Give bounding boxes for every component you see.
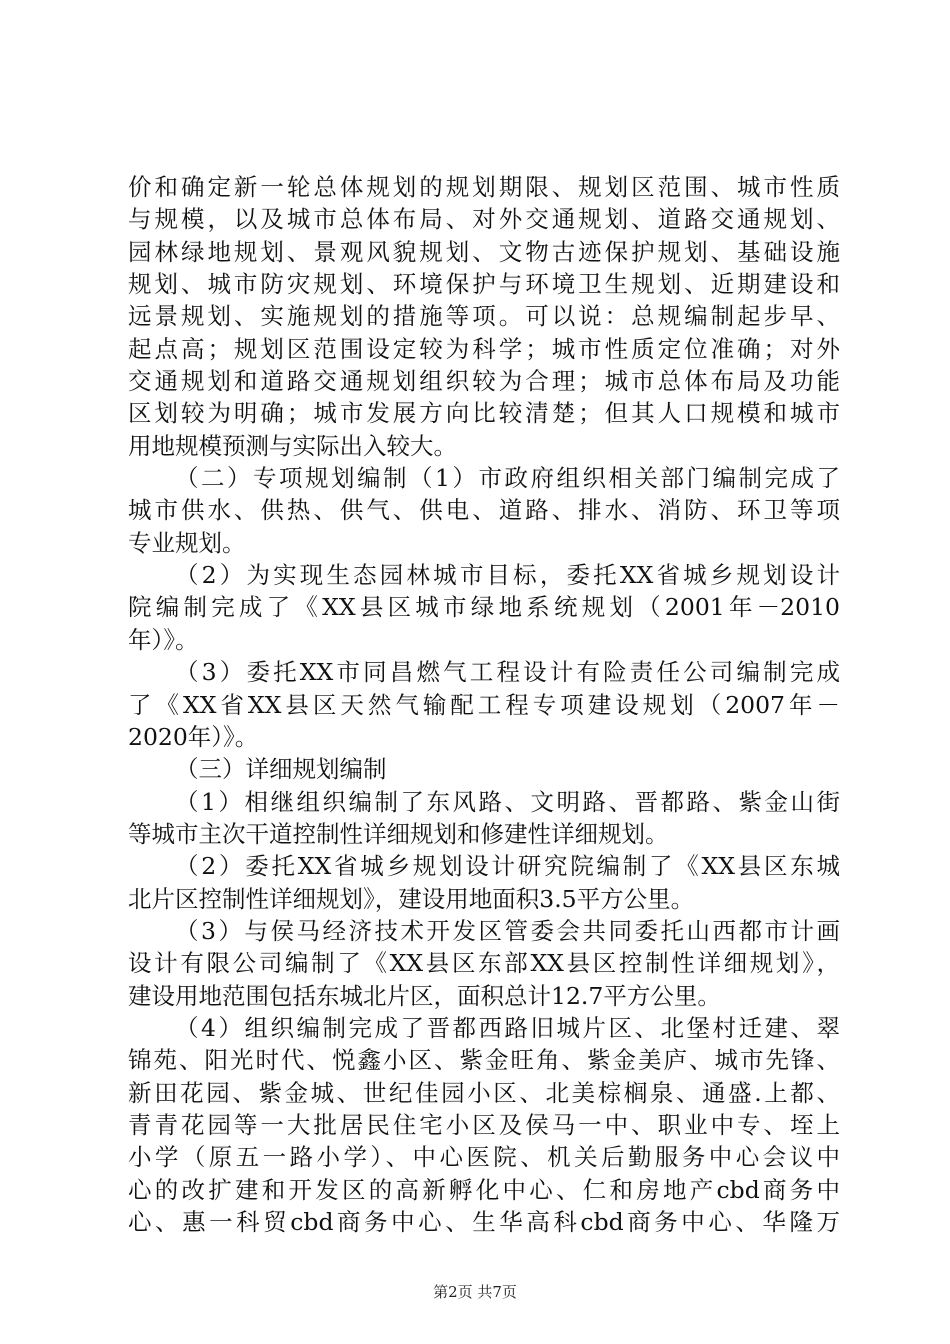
- text-line: 园林绿地规划、景观风貌规划、文物古迹保护规划、基础设施: [128, 237, 840, 266]
- text-line: （三）详细规划编制: [175, 755, 387, 784]
- text-line: 了《XX省XX县区天然气输配工程专项建设规划（2007年－: [128, 690, 840, 719]
- text-line: 远景规划、实施规划的措施等项。可以说：总规编制起步早、: [128, 302, 840, 331]
- text-line: （4）组织编制完成了晋都西路旧城片区、北堡村迁建、翠: [175, 1013, 840, 1042]
- text-line: （2）委托XX省城乡规划设计研究院编制了《XX县区东城: [175, 852, 840, 881]
- text-line: 新田花园、紫金城、世纪佳园小区、北美棕榈泉、通盛.上都、: [128, 1078, 840, 1107]
- text-line: （3）委托XX市同昌燃气工程设计有险责任公司编制完成: [175, 658, 840, 687]
- text-line: 城市供水、供热、供气、供电、道路、排水、消防、环卫等项: [128, 496, 840, 525]
- text-line: 青青花园等一大批居民住宅小区及侯马一中、职业中专、垤上: [128, 1110, 840, 1139]
- text-line: 设计有限公司编制了《XX县区东部XX县区控制性详细规划》，: [128, 949, 840, 978]
- text-line: 心、惠一科贸cbd商务中心、生华高科cbd商务中心、华隆万: [128, 1208, 840, 1236]
- text-line: 北片区控制性详细规划》，建设用地面积3.5平方公里。: [128, 884, 695, 913]
- text-line: 2020年）》。: [128, 722, 259, 751]
- text-line: 用地规模预测与实际出入较大。: [128, 431, 457, 460]
- text-line: 交通规划和道路交通规划组织较为合理；城市总体布局及功能: [128, 367, 840, 396]
- page-footer: 第2页 共7页: [433, 1283, 517, 1301]
- text-line: 专业规划。: [128, 528, 246, 557]
- text-line: 与规模，以及城市总体布局、对外交通规划、道路交通规划、: [128, 205, 840, 234]
- text-line: （二）专项规划编制（1）市政府组织相关部门编制完成了: [175, 464, 840, 493]
- document-body: [128, 171, 840, 1238]
- text-line: （1）相继组织编制了东风路、文明路、晋都路、紫金山街: [175, 787, 840, 816]
- text-line: 小学（原五一路小学）、中心医院、机关后勤服务中心会议中: [128, 1143, 840, 1172]
- text-line: （2）为实现生态园林城市目标，委托XX省城乡规划设计: [175, 561, 840, 590]
- text-line: 锦苑、阳光时代、悦鑫小区、紫金旺角、紫金美庐、城市先锋、: [128, 1046, 840, 1075]
- text-line: 院编制完成了《XX县区城市绿地系统规划（2001年－2010: [128, 593, 840, 622]
- text-line: 价和确定新一轮总体规划的规划期限、规划区范围、城市性质: [128, 173, 840, 201]
- text-line: （3）与侯马经济技术开发区管委会共同委托山西都市计画: [175, 916, 840, 945]
- text-line: 年）》。: [128, 625, 199, 654]
- text-line: 起点高；规划区范围设定较为科学；城市性质定位准确；对外: [128, 334, 840, 363]
- text-line: 建设用地范围包括东城北片区，面积总计12.7平方公里。: [128, 981, 721, 1010]
- text-line: 区划较为明确；城市发展方向比较清楚；但其人口规模和城市: [128, 399, 840, 428]
- text-line: 等城市主次干道控制性详细规划和修建性详细规划。: [128, 819, 669, 848]
- text-line: 心的改扩建和开发区的高新孵化中心、仁和房地产cbd商务中: [128, 1175, 840, 1204]
- text-line: 规划、城市防灾规划、环境保护与环境卫生规划、近期建设和: [128, 270, 840, 299]
